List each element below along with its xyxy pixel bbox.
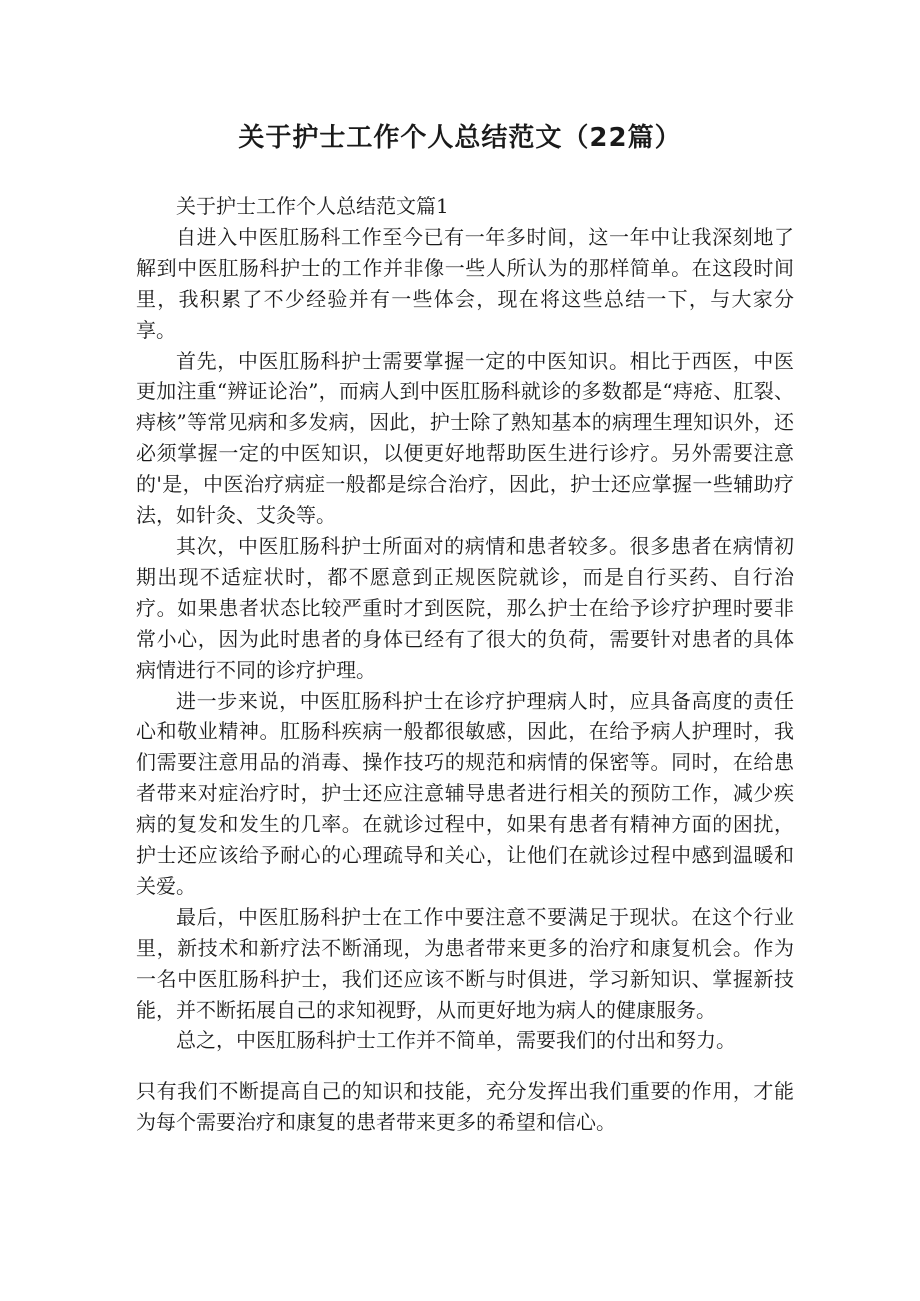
document-body	[136, 191, 794, 1138]
paragraph-third: 进一步来说，中医肛肠科护士在诊疗护理病人时，应具备高度的责任心和敬业精神。肛肠科疾病一般都很敏感，因此，在给予病人护理时，我们需要注意用品的消毒、操作技巧的规范和病情的保密等。同时，在给患者带来对症治疗时，护士还应注意辅导患者进行相关的预防工作，减少疾病的复发和发生的几率。在就诊过程中，如果有患者有精神方面的困扰，护士还应该给予耐心的心理疏导和关心，让他们在就诊过程中感到温暖和关爱。	[136, 688, 794, 898]
paragraph-first: 首先，中医肛肠科护士需要掌握一定的中医知识。相比于西医，中医更加注重“辨证论治”，而病人到中医肛肠科就诊的多数都是“痔疮、肛裂、痔核”等常见病和多发病，因此，护士除了熟知基本的病理生理知识外，还必须掌握一定的中医知识，以便更好地帮助医生进行诊疗。另外需要注意的'是，中医治疗病症一般都是综合治疗，因此，护士还应掌握一些辅助疗法，如针灸、艾灸等。	[136, 348, 794, 528]
paragraph-closing: 只有我们不断提高自己的知识和技能，充分发挥出我们重要的作用，才能为每个需要治疗和康复的患者带来更多的希望和信心。	[136, 1079, 794, 1135]
paragraph-summary: 总之，中医肛肠科护士工作并不简单，需要我们的付出和努力。	[176, 1028, 736, 1053]
section-heading: 关于护士工作个人总结范文篇1	[176, 194, 449, 218]
paragraph-fourth: 最后，中医肛肠科护士在工作中要注意不要满足于现状。在这个行业里，新技术和新疗法不断涌现，为患者带来更多的治疗和康复机会。作为一名中医肛肠科护士，我们还应该不断与时俱进，学习新知识、掌握新技能，并不断拓展自己的求知视野，从而更好地为病人的健康服务。	[136, 904, 794, 1022]
paragraph-intro: 自进入中医肛肠科工作至今已有一年多时间，这一年中让我深刻地了解到中医肛肠科护士的工作并非像一些人所认为的那样简单。在这段时间里，我积累了不少经验并有一些体会，现在将这些总结一下，与大家分享。	[136, 224, 794, 342]
paragraph-second: 其次，中医肛肠科护士所面对的病情和患者较多。很多患者在病情初期出现不适症状时，都不愿意到正规医院就诊，而是自行买药、自行治疗。如果患者状态比较严重时才到医院，那么护士在给予诊疗护理时要非常小心，因为此时患者的身体已经有了很大的负荷，需要针对患者的具体病情进行不同的诊疗护理。	[136, 533, 794, 682]
document-title: 关于护士工作个人总结范文（22篇）	[238, 123, 682, 153]
